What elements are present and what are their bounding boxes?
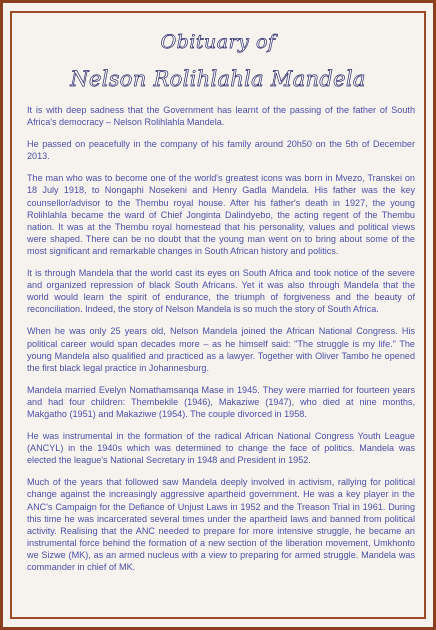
- paragraph-1: It is with deep sadness that the Government has learnt of the passing of the father of South Africa's democracy – Nelson Rolihlahla Mandela.: [27, 105, 415, 128]
- paragraph-3: The man who was to become one of the world's greatest icons was born in Mvezo, Transkei on 18 July 1918, to Nongaphi Nosekeni and Henry Gadla Mandela. His father was the key counsellor/advisor to the Thembu royal house. After his father's death in 1927, the young Rolihlahla became the ward of Chief Jonginta Dalindyebo, the acting regent of the Thembu nation. It was at the Thembu royal homestead that his personality, values and political views were shaped. There can be no doubt that the young man went on to bring about some of the most significant and remarkable changes in South African history and politics.: [27, 173, 415, 256]
- obituary-body: [27, 104, 415, 583]
- paragraph-5: When he was only 25 years old, Nelson Mandela joined the African National Congress. His political career would span decades more – as he himself said: "The struggle is my life." The young Mandela also qualified and practiced as a lawyer. Together with Oliver Tambo he opened the first black legal practice in Johannesburg.: [27, 326, 415, 373]
- title-obituary-of: Obituary of: [160, 31, 276, 53]
- paragraph-4: It is through Mandela that the world cast its eyes on South Africa and took notice of the severe and organized repression of black South Africans. Yet it was also through Mandela that the world would learn the spirit of endurance, the triumph of forgiveness and the beauty of reconciliation. Indeed, the story of Nelson Mandela is so much the story of South Africa.: [27, 268, 415, 315]
- paragraph-8: Much of the years that followed saw Mandela deeply involved in activism, rallying for political change against the increasingly aggressive apartheid government. He was a key player in the ANC's Campaign for the Defiance of Unjust Laws in 1952 and the Treason Trial in 1961. During this time he was incarcerated several times under the apartheid laws and banned from political activity. Realising that the ANC needed to prepare for more intensive struggle, he became an instrumental force behind the formation of a new section of the liberation movement, Umkhonto we Sizwe (MK), as an armed nucleus with a view to preparing for armed struggle. Mandela was commander in chief of MK.: [27, 477, 415, 572]
- title-name: Nelson Rolihlahla Mandela: [70, 67, 366, 91]
- paragraph-6: Mandela married Evelyn Nomathamsanqa Mase in 1945. They were married for fourteen years and had four children: Thembekile (1946), Makaziwe (1947), who died at nine months, Makgatho (1951) and Makaziwe (1954). The couple divorced in 1958.: [27, 384, 415, 419]
- paragraph-7: He was instrumental in the formation of the radical African National Congress Youth League (ANCYL) in the 1940s which was determined to change the face of politics. Mandela was elected the league's National Secretary in 1948 and President in 1952.: [27, 431, 415, 466]
- obituary-page: [3, 3, 433, 627]
- paragraph-2: He passed on peacefully in the company of his family around 20h50 on the 5th of December 2013.: [27, 139, 415, 162]
